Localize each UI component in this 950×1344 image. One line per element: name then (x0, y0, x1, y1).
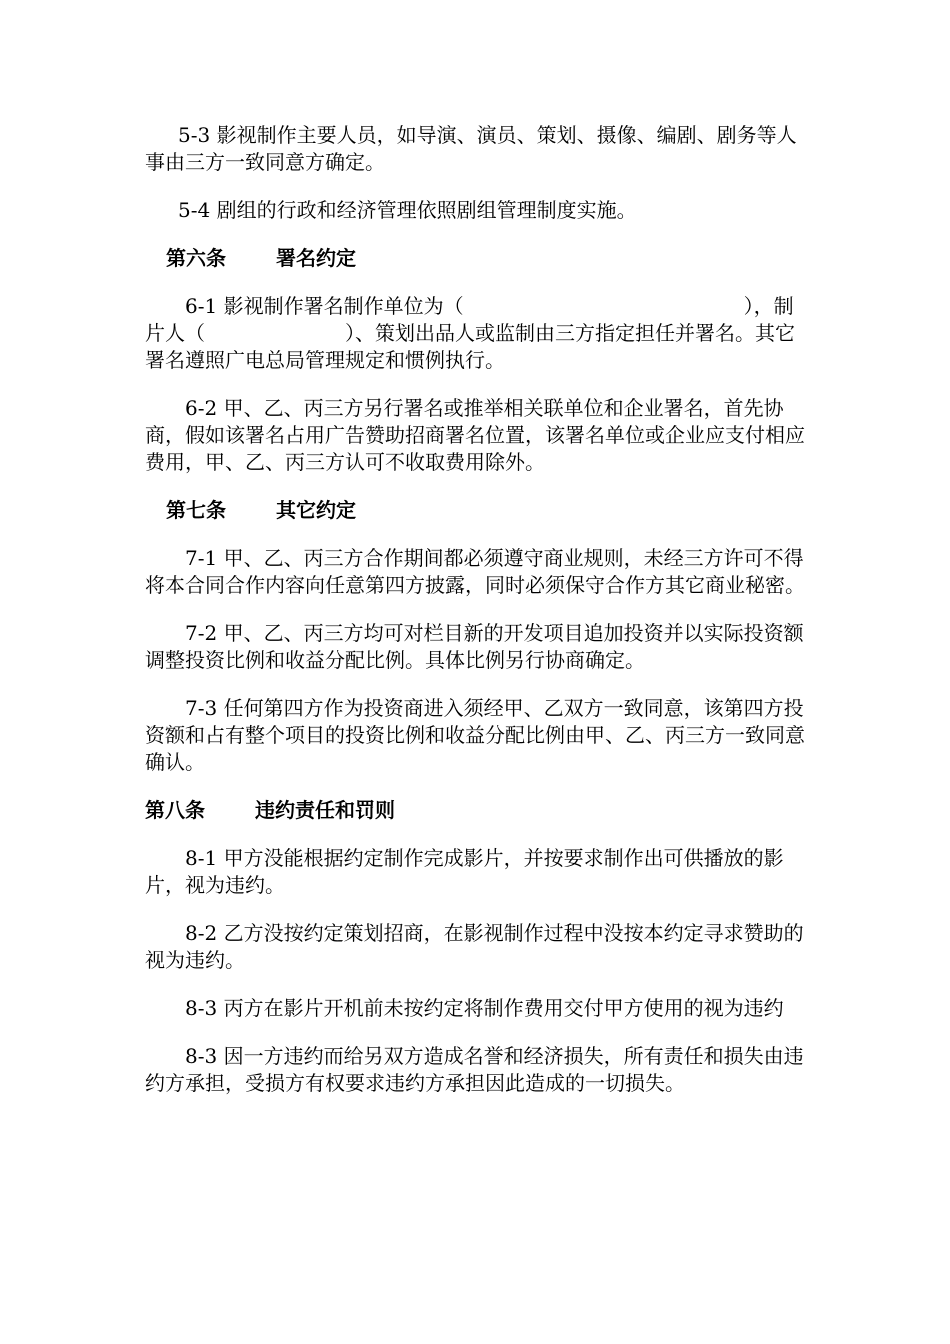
article-7-heading (145, 497, 805, 524)
clause-7-2: 7-2 甲、乙、丙三方均可对栏目新的开发项目追加投资并以实际投资额调整投资比例和收益分配比例。具体比例另行协商确定。 (145, 621, 804, 672)
article-8-title: 违约责任和罚则 (255, 798, 395, 822)
article-7-number: 第七条 (166, 498, 226, 522)
article-8-heading (145, 797, 805, 824)
document-page (145, 122, 805, 1118)
clause-8-3-payment: 8-3 丙方在影片开机前未按约定将制作费用交付甲方使用的视为违约 (185, 996, 784, 1020)
article-7-title: 其它约定 (276, 498, 356, 522)
clause-7-1: 7-1 甲、乙、丙三方合作期间都必须遵守商业规则，未经三方许可不得将本合同合作内容向任意第四方披露，同时必须保守合作方其它商业秘密。 (145, 546, 805, 597)
clause-8-3-liability: 8-3 因一方违约而给另双方造成名誉和经济损失，所有责任和损失由违约方承担，受损方有权要求违约方承担因此造成的一切损失。 (145, 1044, 804, 1095)
clause-6-2: 6-2 甲、乙、丙三方另行署名或推举相关联单位和企业署名，首先协商，假如该署名占用广告赞助招商署名位置，该署名单位或企业应支付相应费用，甲、乙、丙三方认可不收取费用除外。 (145, 396, 805, 474)
clause-5-4: 5-4 剧组的行政和经济管理依照剧组管理制度实施。 (178, 198, 637, 222)
clause-8-2: 8-2 乙方没按约定策划招商，在影视制作过程中没按本约定寻求赞助的视为违约。 (145, 921, 804, 972)
article-6-heading (145, 245, 805, 272)
article-6-number: 第六条 (166, 246, 226, 270)
clause-5-3: 5-3 影视制作主要人员，如导演、演员、策划、摄像、编剧、剧务等人事由三方一致同意方确定。 (145, 123, 797, 174)
clause-6-1: 6-1 影视制作署名制作单位为（ ），制片人（ ）、策划出品人或监制由三方指定担任并署名。其它署名遵照广电总局管理规定和惯例执行。 (145, 294, 795, 372)
clause-8-1: 8-1 甲方没能根据约定制作完成影片，并按要求制作出可供播放的影片，视为违约。 (145, 846, 784, 897)
article-6-title: 署名约定 (276, 246, 356, 270)
article-8-number: 第八条 (145, 798, 205, 822)
clause-7-3: 7-3 任何第四方作为投资商进入须经甲、乙双方一致同意，该第四方投资额和占有整个项目的投资比例和收益分配比例由甲、乙、丙三方一致同意确认。 (145, 696, 805, 774)
